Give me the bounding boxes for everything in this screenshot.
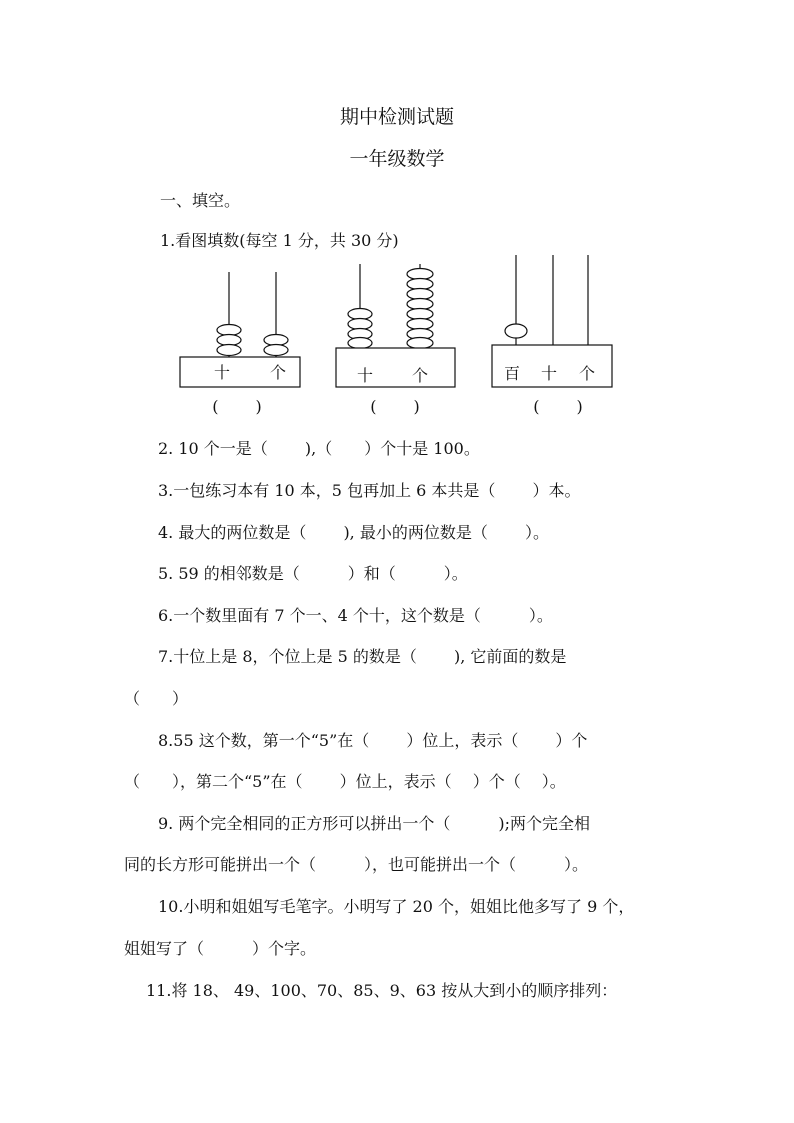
- abacus-2-ones-beads: [407, 269, 433, 349]
- abacus-2-answer: ( ): [370, 397, 420, 416]
- page-title: 期中检测试题: [339, 106, 454, 128]
- abacus-figures: [170, 255, 630, 423]
- abacus-1-tens-beads: [217, 325, 241, 356]
- question-10-line-1: 10.小明和姐姐写毛笔字。小明写了 20 个，姐姐比他多写了 9 个，: [158, 897, 635, 916]
- abacus-2-label-tens: 十: [356, 366, 374, 385]
- abacus-3-label-ones: 个: [578, 364, 596, 383]
- question-8-line-2: （ ），第二个“5”在（ ）位上，表示（ ）个（ ）。: [124, 772, 566, 791]
- abacus-1-label-tens: 十: [213, 363, 231, 382]
- abacus-3-answer: ( ): [533, 397, 583, 416]
- question-7-line-1: 7.十位上是 8，个位上是 5 的数是（ ), 它前面的数是: [158, 647, 567, 666]
- question-4: 4. 最大的两位数是（ ), 最小的两位数是（ ）。: [158, 523, 549, 542]
- question-3: 3.一包练习本有 10 本，5 包再加上 6 本共是（ ）本。: [158, 481, 581, 500]
- abacus-2-frame: [336, 348, 455, 387]
- abacus-2: [336, 264, 455, 387]
- abacus-3-hundreds-beads: [505, 324, 527, 338]
- question-2: 2. 10 个一是（ ),（ ）个十是 100。: [158, 439, 480, 458]
- question-10-line-2: 姐姐写了（ ）个字。: [124, 939, 317, 958]
- question-11: 11.将 18、 49、100、70、85、9、63 按从大到小的顺序排列：: [146, 981, 618, 1000]
- question-1: 1.看图填数(每空 1 分，共 30 分): [160, 231, 399, 250]
- abacus-3-label-hundreds: 百: [503, 364, 521, 383]
- abacus-1-answer: ( ): [212, 397, 262, 416]
- abacus-2-label-ones: 个: [411, 366, 429, 385]
- abacus-1-label-ones: 个: [269, 363, 287, 382]
- question-5: 5. 59 的相邻数是（ ）和（ ）。: [158, 564, 468, 583]
- page-subtitle: 一年级数学: [349, 148, 445, 170]
- question-9-line-1: 9. 两个完全相同的正方形可以拼出一个（ );两个完全相: [158, 814, 590, 833]
- abacus-1-ones-beads: [264, 335, 288, 356]
- section-heading: 一、填空。: [160, 191, 241, 210]
- abacus-3-label-tens: 十: [540, 364, 558, 383]
- question-6: 6.一个数里面有 7 个一、4 个十，这个数是（ ）。: [158, 606, 553, 625]
- abacus-2-tens-beads: [348, 309, 372, 349]
- question-8-line-1: 8.55 这个数，第一个“5”在（ ）位上，表示（ ）个: [158, 731, 588, 750]
- question-9-line-2: 同的长方形可能拼出一个（ ），也可能拼出一个（ ）。: [124, 855, 589, 874]
- question-7-line-2: （ ）: [124, 689, 189, 708]
